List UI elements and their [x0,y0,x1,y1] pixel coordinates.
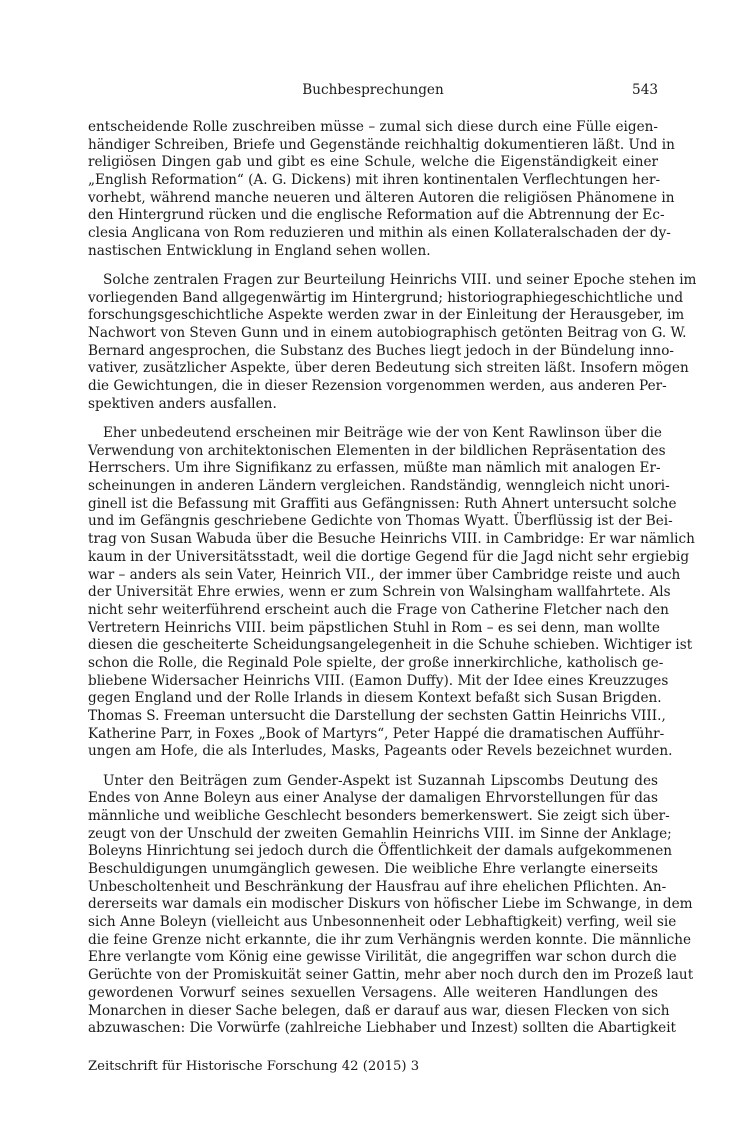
journal-footer: Zeitschrift für Historische Forschung 42 (2015) 3 [88,1059,420,1074]
text-line: spektiven anders ausfallen. [88,395,277,412]
text-line: Gerüchte von der Promiskuität seiner Gattin, mehr aber noch durch den im Prozeß laut [88,967,694,984]
text-line: forschungsgeschichtliche Aspekte werden zwar in der Einleitung der Herausgeber, im [88,307,685,324]
text-line: „English Reformation“ (A. G. Dickens) mit ihren kontinentalen Verflechtungen her- [88,172,661,189]
text-line: Verwendung von architektonischen Elementen in der bildlichen Repräsentation des [88,442,666,459]
text-line: Katherine Parr, in Foxes „Book of Martyrs“, Peter Happé die dramatischen Aufführ- [88,725,665,742]
text-line: Nachwort von Steven Gunn und in einem autobiographisch getönten Beitrag von G. W. [88,325,687,342]
text-line: dererseits war damals ein modischer Diskurs von höfischer Liebe im Schwange, in dem [88,896,693,913]
text-line: die feine Grenze nicht erkannte, die ihr zum Verhängnis werden konnte. Die männliche [88,931,692,948]
text-line: und im Gefängnis geschriebene Gedichte von Thomas Wyatt. Überflüssig ist der Bei- [88,513,673,530]
text-line: bliebene Widersacher Heinrichs VIII. (Eamon Duffy). Mit der Idee eines Kreuzzuges [88,672,669,689]
text-line: sich Anne Boleyn (vielleicht aus Unbesonnenheit oder Lebhaftigkeit) verfing, weil sie [88,914,677,931]
text-line: Eher unbedeutend erscheinen mir Beiträge wie der von Kent Rawlinson über die [103,425,662,441]
text-line: nicht sehr weiterführend erscheint auch die Frage von Catherine Fletcher nach den [88,601,669,618]
text-line: trag von Susan Wabuda über die Besuche Heinrichs VIII. in Cambridge: Er war nämlich [88,531,695,548]
text-line: schon die Rolle, die Reginald Pole spielte, der große innerkirchliche, katholisch ge- [88,654,664,671]
text-line: gewordenen Vorwurf seines sexuellen Versagens. Alle weiteren Handlungen des [88,984,658,1001]
text-line: vorliegenden Band allgegenwärtig im Hintergrund; historiographiegeschichtliche und [88,289,684,306]
text-line: der Universität Ehre erwies, wenn er zum Schrein von Walsingham wallfahrtete. Als [88,584,671,601]
text-line: Bernard angesprochen, die Substanz des Buches liegt jedoch in der Bündelung inno- [88,342,674,359]
text-line: scheinungen in anderen Ländern vergleichen. Randständig, wenngleich nicht unori- [88,478,670,495]
text-line: Vertretern Heinrichs VIII. beim päpstlichen Stuhl in Rom – es sei denn, man wollte [88,619,660,636]
paragraph [88,425,695,761]
text-line: Thomas S. Freeman untersucht die Darstellung der sechsten Gattin Heinrichs VIII., [88,708,666,724]
text-line: vativer, zusätzlicher Aspekte, über deren Bedeutung sich streiten läßt. Insofern mögen [88,360,689,377]
paragraph [88,119,675,261]
text-line: Endes von Anne Boleyn aus einer Analyse der damaligen Ehrvorstellungen für das [88,790,658,807]
review-body [88,119,697,1049]
page-number: 543 [632,82,658,98]
text-line: clesia Anglicana von Rom reduzieren und mithin als einen Kollateralschaden der dy- [88,225,671,242]
section-title: Buchbesprechungen [302,82,444,98]
text-line: Beschuldigungen unumgänglich gewesen. Die weibliche Ehre verlangte einerseits [88,861,658,877]
paragraph [88,772,694,1038]
text-line: ginell ist die Befassung mit Graffiti aus Gefängnissen: Ruth Ahnert untersucht solche [88,495,677,512]
text-line: vorhebt, während manche neueren und älteren Autoren die religiösen Phänomene in [88,189,675,206]
text-line: Monarchen in dieser Sache belegen, daß er darauf aus war, diesen Flecken von sich [88,1002,670,1019]
text-line: Ehre verlangte vom König eine gewisse Virilität, die angegriffen war schon durch die [88,949,677,966]
text-line: ungen am Hofe, die als Interludes, Masks, Pageants oder Revels bezeichnet wurden. [88,743,673,760]
text-line: Solche zentralen Fragen zur Beurteilung Heinrichs VIII. und seiner Epoche stehen im [103,272,697,288]
text-line: war – anders als sein Vater, Heinrich VII., der immer über Cambridge reiste und auch [88,566,681,583]
text-line: kaum in der Universitätsstadt, weil die dortige Gegend für die Jagd nicht sehr ergiebig [88,548,690,565]
text-line: abzuwaschen: Die Vorwürfe (zahlreiche Liebhaber und Inzest) sollten die Abartigkeit [88,1020,677,1037]
text-line: religiösen Dingen gab und gibt es eine Schule, welche die Eigenständigkeit einer [88,154,658,171]
text-line: diesen die gescheiterte Scheidungsangelegenheit in die Schuhe schieben. Wichtiger ist [88,637,693,654]
text-line: entscheidende Rolle zuschreiben müsse – zumal sich diese durch eine Fülle eigen- [88,119,658,135]
text-line: die Gewichtungen, die in dieser Rezension vorgenommen werden, aus anderen Per- [88,378,667,395]
text-line: Unbescholtenheit und Beschränkung der Hausfrau auf ihre ehelichen Pflichten. An- [88,878,667,895]
text-line: männliche und weibliche Geschlecht besonders bemerkenswert. Sie zeigt sich über- [88,807,670,824]
text-line: zeugt von der Unschuld der zweiten Gemahlin Heinrichs VIII. im Sinne der Anklage; [88,825,672,842]
text-line: den Hintergrund rücken und die englische Reformation auf die Abtrennung der Ec- [88,207,665,224]
text-line: nastischen Entwicklung in England sehen wollen. [88,242,431,259]
text-line: händiger Schreiben, Briefe und Gegenstände reichhaltig dokumentieren läßt. Und in [88,136,675,153]
text-line: Boleyns Hinrichtung sei jedoch durch die Öffentlichkeit der damals aufgekommenen [88,843,673,860]
paragraph [88,272,697,414]
text-line: gegen England und der Rolle Irlands in diesem Kontext befaßt sich Susan Brigden. [88,690,662,707]
text-line: Unter den Beiträgen zum Gender-Aspekt ist Suzannah Lipscombs Deutung des [103,772,658,789]
text-line: Herrschers. Um ihre Signifikanz zu erfassen, müßte man nämlich mit analogen Er- [88,460,661,477]
running-header [88,82,658,102]
